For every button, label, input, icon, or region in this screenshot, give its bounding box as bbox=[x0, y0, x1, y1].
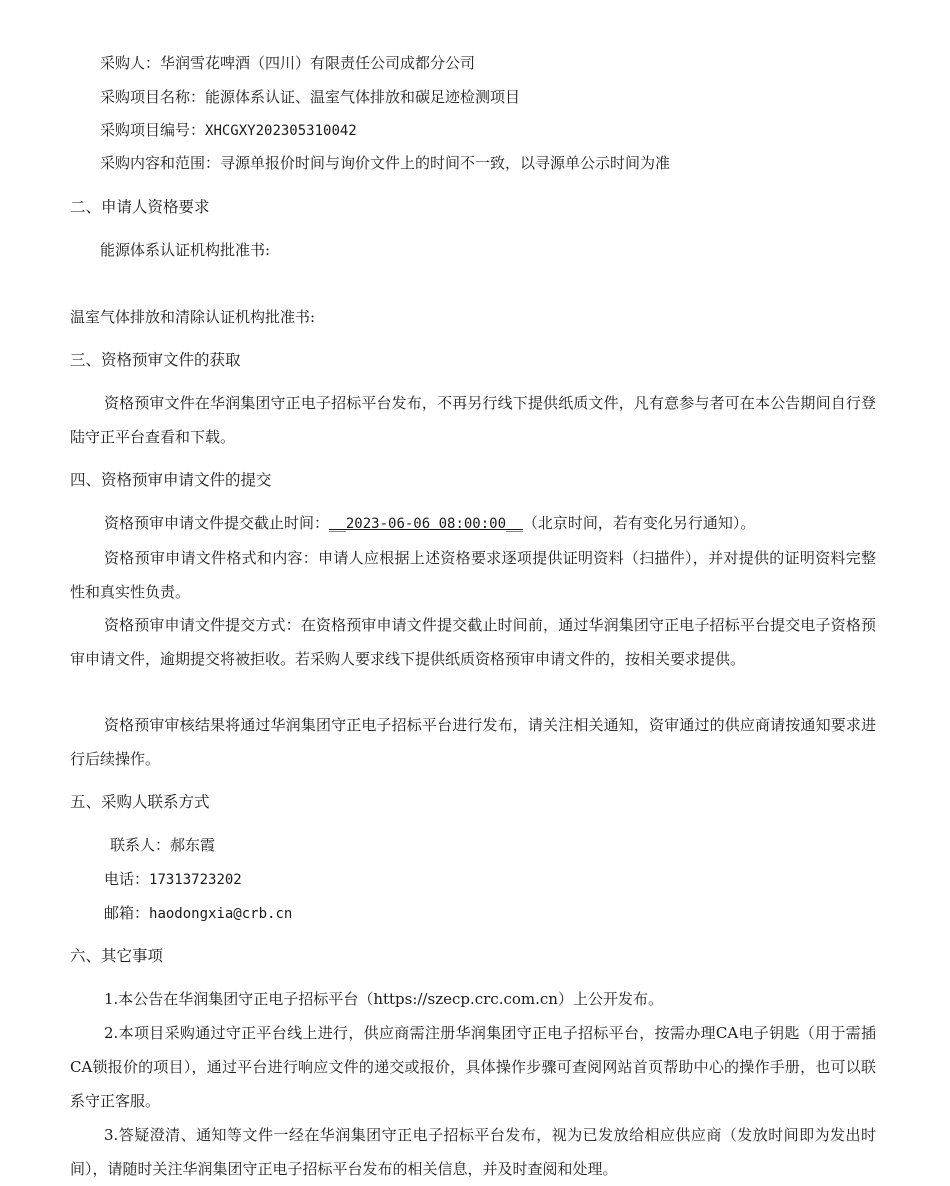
project-no-label: 采购项目编号： bbox=[100, 121, 206, 139]
section-5-heading: 五、采购人联系方式 bbox=[70, 793, 210, 811]
format-paragraph: 资格预审申请文件格式和内容：申请人应根据上述资格要求逐项提供证明资料（扫描件），并对提供的证明资料完整性和真实性负责。 bbox=[70, 549, 876, 601]
section-3-body: 资格预审文件在华润集团守正电子招标平台发布，不再另行线下提供纸质文件，凡有意参与者可在本公告期间自行登陆守正平台查看和下载。 bbox=[70, 394, 876, 446]
section-6-heading: 六、其它事项 bbox=[70, 947, 164, 965]
deadline-note: （北京时间，若有变化另行通知）。 bbox=[522, 514, 756, 532]
phone-line bbox=[104, 868, 242, 891]
phone-value: 17313723202 bbox=[149, 872, 242, 888]
section-2-heading: 二、申请人资格要求 bbox=[70, 198, 210, 216]
section-4-heading: 四、资格预审申请文件的提交 bbox=[70, 471, 272, 489]
other-item-1: 1.本公告在华润集团守正电子招标平台（https://szecp.crc.com.cn）上公开发布。 bbox=[104, 990, 663, 1008]
email-value: haodongxia@crb.cn bbox=[149, 906, 293, 922]
contact-line: 联系人：郝东霞 bbox=[110, 836, 216, 854]
buyer-line: 采购人：华润雪花啤酒（四川）有限责任公司成都分公司 bbox=[100, 54, 476, 72]
scope-line: 采购内容和范围：寻源单报价时间与询价文件上的时间不一致，以寻源单公示时间为准 bbox=[100, 154, 671, 172]
deadline-line bbox=[104, 512, 755, 535]
email-line bbox=[104, 902, 292, 925]
email-label: 邮箱： bbox=[104, 904, 150, 922]
ghg-cert-line: 温室气体排放和清除认证机构批准书: bbox=[70, 308, 316, 326]
project-no-line bbox=[100, 119, 357, 142]
phone-label: 电话： bbox=[104, 870, 150, 888]
other-item-2: 2.本项目采购通过守正平台线上进行，供应商需注册华润集团守正电子招标平台，按需办理CA电子钥匙（用于需插CA锁报价的项目），通过平台进行响应文件的递交或报价，具体操作步骤可查阅网站首页帮助中心的操作手册，也可以联系守正客服。 bbox=[70, 1024, 876, 1110]
project-name-line: 采购项目名称：能源体系认证、温室气体排放和碳足迹检测项目 bbox=[100, 88, 521, 106]
energy-cert-line: 能源体系认证机构批准书: bbox=[100, 241, 271, 259]
other-item-3: 3.答疑澄清、通知等文件一经在华润集团守正电子招标平台发布，视为已发放给相应供应商（发放时间即为发出时间），请随时关注华润集团守正电子招标平台发布的相关信息，并及时查阅和处理。 bbox=[70, 1126, 876, 1178]
method-paragraph: 资格预审申请文件提交方式：在资格预审申请文件提交截止时间前，通过华润集团守正电子招标平台提交电子资格预审申请文件，逾期提交将被拒收。若采购人要求线下提供纸质资格预审申请文件的，按相关要求提供。 bbox=[70, 616, 876, 668]
deadline-value: __2023-06-06 08:00:00__ bbox=[329, 516, 523, 532]
project-no-value: XHCGXY202305310042 bbox=[205, 123, 357, 139]
result-paragraph: 资格预审审核结果将通过华润集团守正电子招标平台进行发布，请关注相关通知，资审通过的供应商请按通知要求进行后续操作。 bbox=[70, 716, 876, 768]
section-3-heading: 三、资格预审文件的获取 bbox=[70, 351, 241, 369]
deadline-label: 资格预审申请文件提交截止时间： bbox=[104, 514, 330, 532]
